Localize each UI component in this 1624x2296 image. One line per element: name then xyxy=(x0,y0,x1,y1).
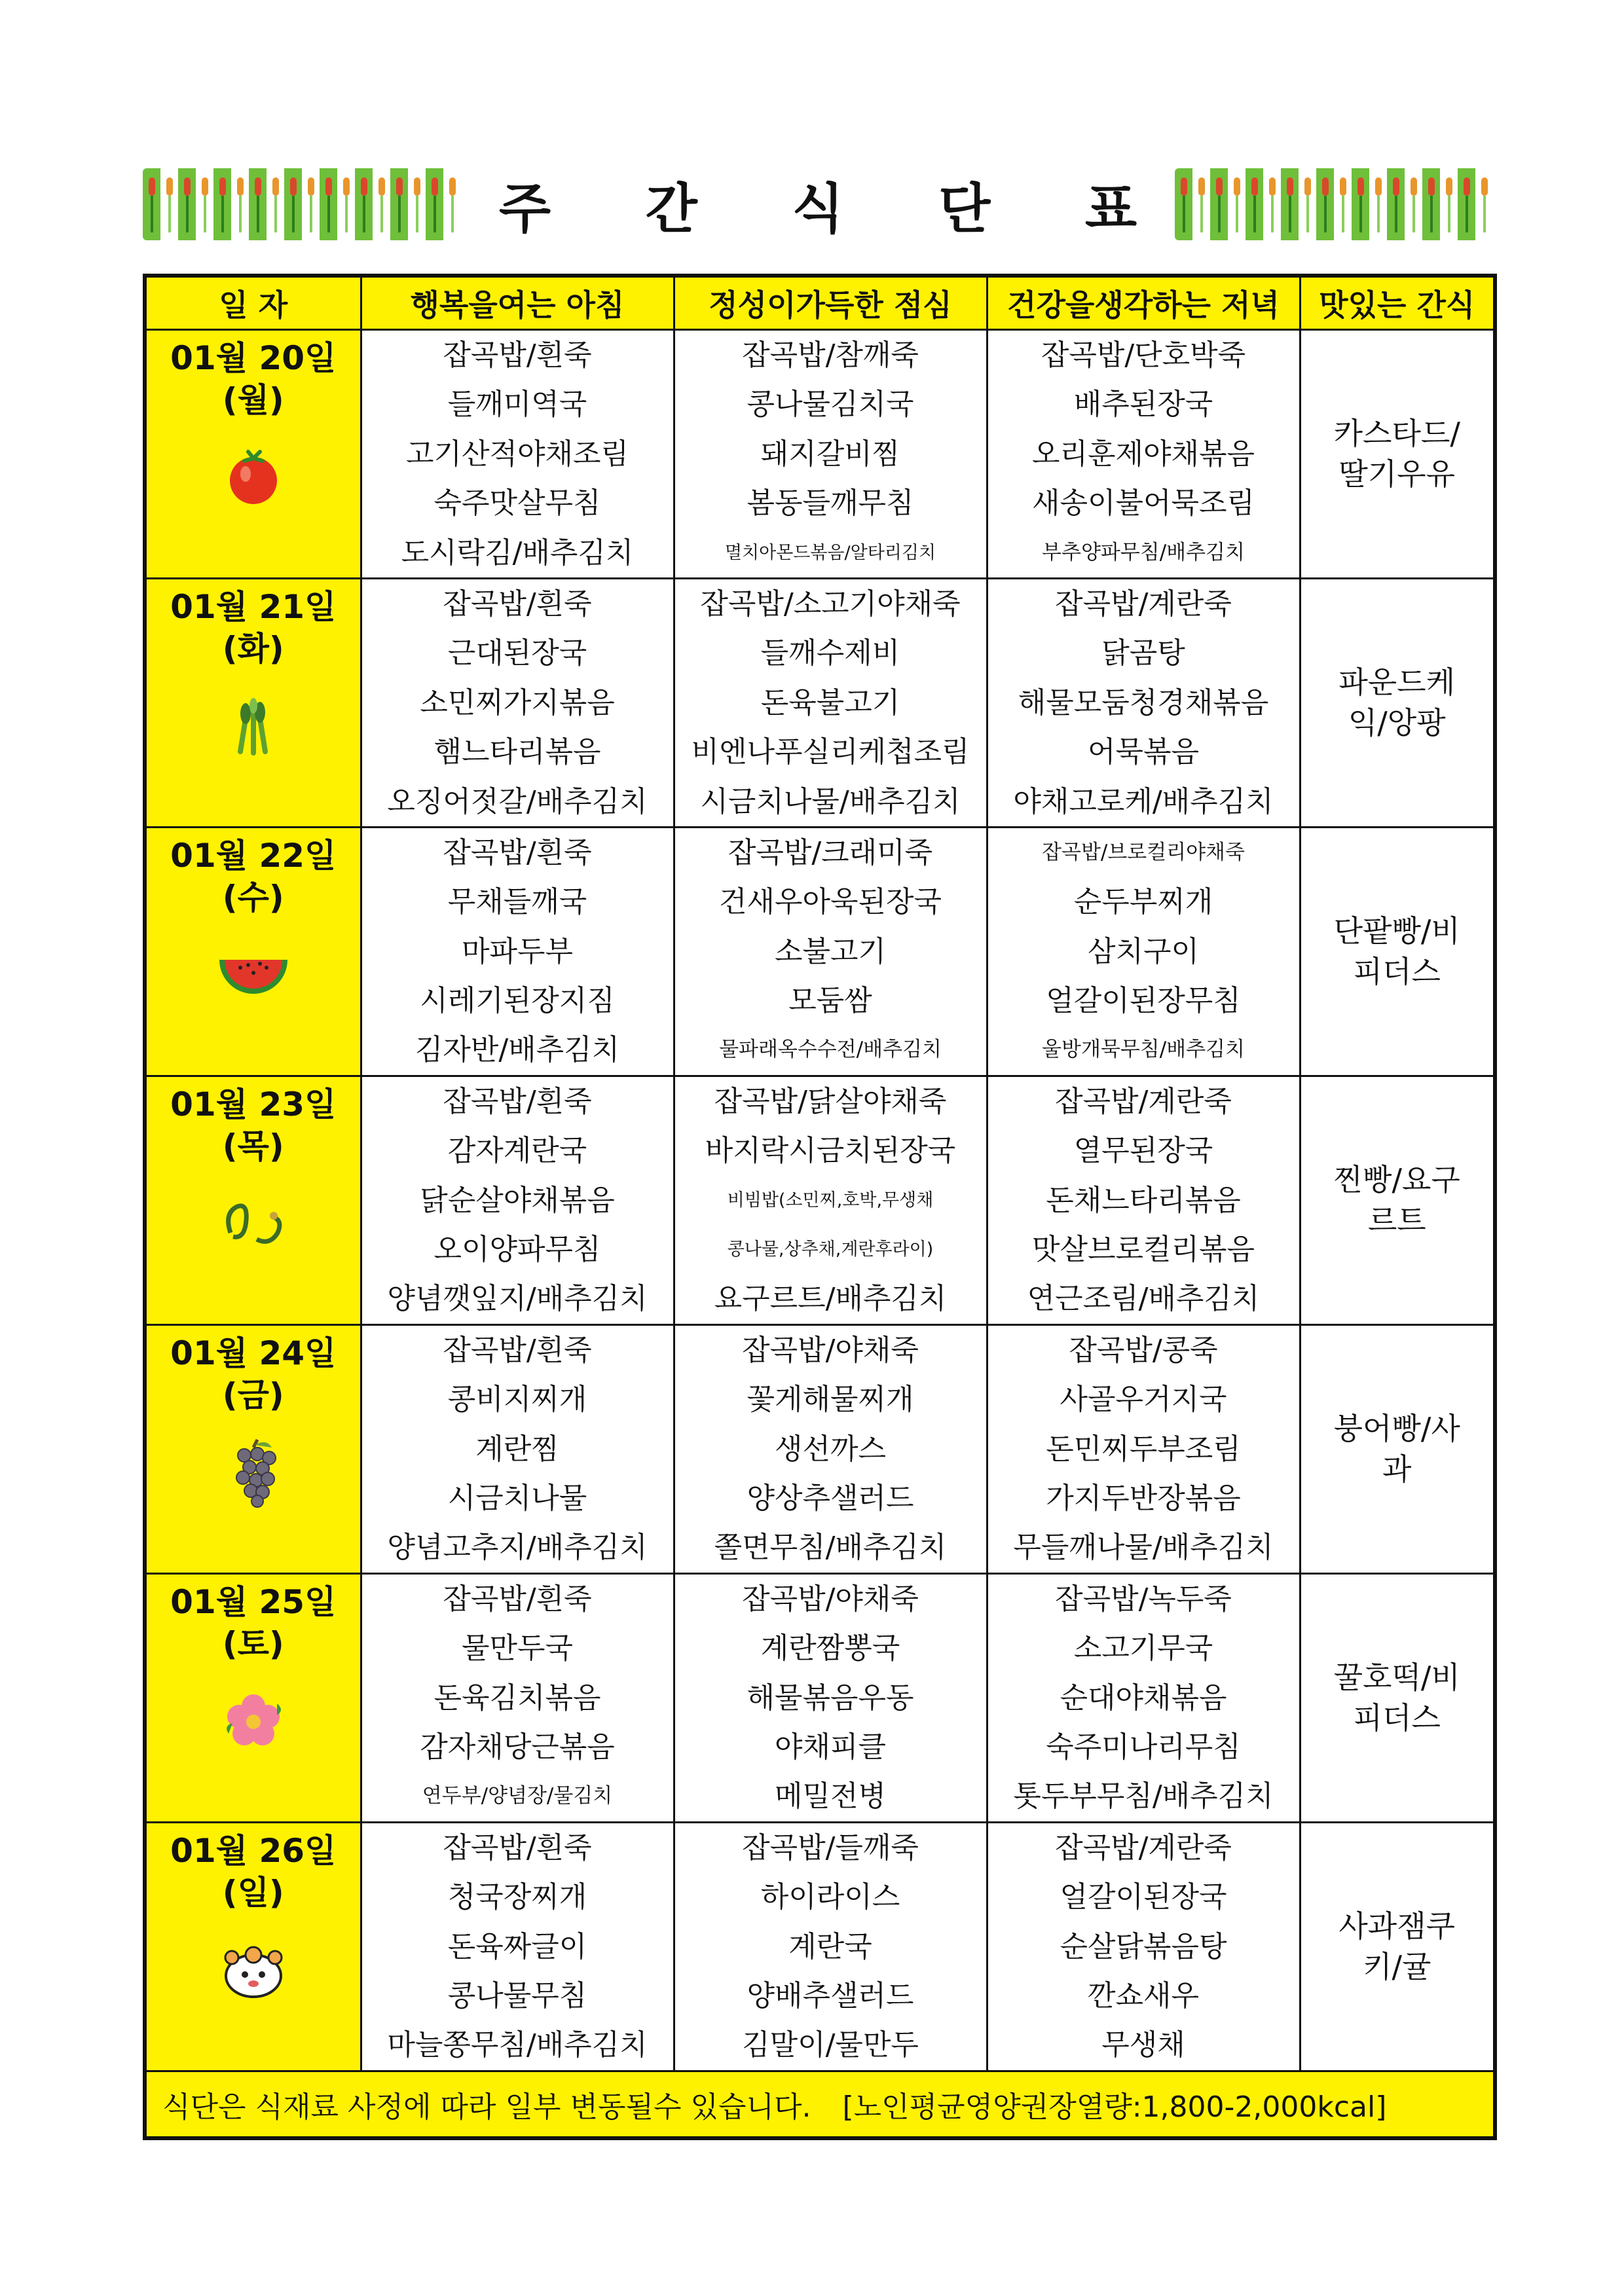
day-row xyxy=(145,1573,1495,1822)
dinner-cell xyxy=(987,1324,1300,1573)
lunch-item: 메밀전병 xyxy=(774,1779,886,1813)
dinner-item: 연근조림/배추김치 xyxy=(1027,1282,1260,1316)
pepper-icon xyxy=(147,1167,360,1279)
dinner-item: 삼치구이 xyxy=(1087,934,1199,968)
snack-text: 꿀호떡/비 xyxy=(1333,1660,1460,1696)
lunch-item: 잡곡밥/야채죽 xyxy=(742,1333,919,1367)
breakfast-cell xyxy=(361,330,674,579)
breakfast-item: 잡곡밥/흰죽 xyxy=(443,338,592,372)
breakfast-item: 들깨미역국 xyxy=(447,388,587,422)
breakfast-cell xyxy=(361,578,674,827)
footer-cell xyxy=(145,2071,1495,2138)
day-row xyxy=(145,827,1495,1076)
dinner-item: 잡곡밥/계란죽 xyxy=(1055,1084,1232,1118)
header-breakfast: 행복을여는 아침 xyxy=(361,276,674,330)
breakfast-item: 근대된장국 xyxy=(447,636,587,670)
dinner-item: 새송이불어묵조림 xyxy=(1031,486,1255,520)
breakfast-item: 연두부/양념장/물김치 xyxy=(422,1784,613,1808)
snack-cell xyxy=(1300,578,1495,827)
date-cell xyxy=(145,827,361,1076)
lunch-item: 해물볶음우동 xyxy=(747,1681,914,1715)
title-row xyxy=(143,165,1493,244)
snack-text: 딸기우유 xyxy=(1338,456,1456,492)
lunch-item: 멸치아몬드볶음/알타리김치 xyxy=(724,542,936,563)
snack-cell xyxy=(1300,1573,1495,1822)
breakfast-item: 고기산적야채조림 xyxy=(405,437,629,471)
weekday-label: (목) xyxy=(222,1127,284,1165)
footer-calorie: [노인평균영양권장열량:1,800-2,000kcal] xyxy=(842,2090,1387,2124)
lunch-cell xyxy=(674,1324,987,1573)
breakfast-item: 마늘쫑무침/배추김치 xyxy=(387,2028,648,2062)
snack-text: 단팥빵/비 xyxy=(1333,913,1460,949)
snack-cell xyxy=(1300,330,1495,579)
grapes-icon xyxy=(147,1416,360,1527)
dinner-cell xyxy=(987,578,1300,827)
breakfast-item: 돈육김치볶음 xyxy=(434,1681,601,1715)
dinner-item: 해물모둠청경채볶음 xyxy=(1018,685,1269,720)
tomato-icon xyxy=(147,421,360,532)
vegetable-icon xyxy=(147,670,360,781)
lunch-item: 계란국 xyxy=(788,1929,872,1963)
lunch-item: 계란짬뽕국 xyxy=(760,1631,900,1666)
date-cell xyxy=(145,1076,361,1324)
lunch-item: 건새우아욱된장국 xyxy=(718,885,942,919)
day-row xyxy=(145,1822,1495,2071)
dinner-item: 돈민찌두부조림 xyxy=(1046,1432,1241,1466)
snack-cell xyxy=(1300,1076,1495,1324)
dinner-item: 잡곡밥/단호박죽 xyxy=(1041,338,1246,372)
date-cell xyxy=(145,1324,361,1573)
dinner-item: 열무된장국 xyxy=(1073,1134,1213,1168)
breakfast-cell xyxy=(361,1324,674,1573)
date-cell xyxy=(145,1822,361,2071)
header-dinner: 건강을생각하는 저녁 xyxy=(987,276,1300,330)
footer-notice: 식단은 식재료 사정에 따라 일부 변동될수 있습니다. xyxy=(162,2090,811,2124)
dinner-cell xyxy=(987,330,1300,579)
snack-text: 파운드케 xyxy=(1338,665,1456,701)
lunch-item: 모둠쌈 xyxy=(788,984,872,1018)
dinner-item: 오리훈제야채볶음 xyxy=(1031,437,1255,471)
dinner-item: 잡곡밥/계란죽 xyxy=(1055,1831,1232,1865)
lunch-item: 양배추샐러드 xyxy=(747,1978,914,2013)
dinner-item: 배추된장국 xyxy=(1073,388,1213,422)
snack-text: 익/앙팡 xyxy=(1348,705,1446,741)
breakfast-item: 양념깻잎지/배추김치 xyxy=(387,1282,648,1316)
breakfast-item: 김자반/배추김치 xyxy=(415,1033,620,1067)
snack-cell xyxy=(1300,1822,1495,2071)
flower-icon xyxy=(147,1665,360,1776)
date-cell xyxy=(145,578,361,827)
date-cell xyxy=(145,330,361,579)
breakfast-item: 닭순살야채볶음 xyxy=(420,1183,615,1217)
dinner-item: 야채고로케/배추김치 xyxy=(1013,784,1274,818)
breakfast-item: 잡곡밥/흰죽 xyxy=(443,1333,592,1367)
breakfast-item: 감자채당근볶음 xyxy=(420,1730,615,1764)
dinner-cell xyxy=(987,1822,1300,2071)
breakfast-item: 숙주맛살무침 xyxy=(434,486,601,520)
header-row xyxy=(145,276,1495,330)
dinner-item: 순대야채볶음 xyxy=(1060,1681,1227,1715)
breakfast-item: 무채들깨국 xyxy=(447,885,587,919)
snack-text: 피더스 xyxy=(1353,1700,1441,1736)
breakfast-item: 오이양파무침 xyxy=(434,1233,601,1267)
dinner-item: 가지두반장볶음 xyxy=(1046,1481,1241,1515)
date-label: 01월 26일 xyxy=(170,1831,337,1870)
breakfast-item: 소민찌가지볶음 xyxy=(420,685,615,720)
breakfast-item: 물만두국 xyxy=(461,1631,573,1666)
weekday-label: (금) xyxy=(222,1376,284,1414)
breakfast-item: 양념고추지/배추김치 xyxy=(387,1531,648,1565)
snack-cell xyxy=(1300,827,1495,1076)
dinner-item: 소고기무국 xyxy=(1073,1631,1213,1666)
lunch-item: 들깨수제비 xyxy=(760,636,900,670)
lunch-item: 돼지갈비찜 xyxy=(760,437,900,471)
snack-text: 피더스 xyxy=(1353,954,1441,990)
dinner-item: 순살닭볶음탕 xyxy=(1060,1929,1227,1963)
breakfast-item: 잡곡밥/흰죽 xyxy=(443,1084,592,1118)
lunch-item: 하이라이스 xyxy=(760,1880,900,1914)
dinner-item: 잡곡밥/콩죽 xyxy=(1069,1333,1218,1367)
lunch-item: 야채피클 xyxy=(774,1730,886,1764)
lunch-item: 요구르트/배추김치 xyxy=(714,1282,947,1316)
lunch-item: 김말이/물만두 xyxy=(742,2028,919,2062)
breakfast-item: 콩나물무침 xyxy=(447,1978,587,2013)
breakfast-cell xyxy=(361,1573,674,1822)
lunch-item: 물파래옥수수전/배추김치 xyxy=(719,1038,942,1062)
lunch-cell xyxy=(674,1822,987,2071)
lunch-cell xyxy=(674,1573,987,1822)
lunch-item: 바지락시금치된장국 xyxy=(705,1134,956,1168)
breakfast-item: 잡곡밥/흰죽 xyxy=(443,835,592,869)
snack-text: 찐빵/요구 xyxy=(1333,1162,1460,1198)
dinner-item: 순두부찌개 xyxy=(1073,885,1213,919)
dinner-item: 얼갈이된장국 xyxy=(1060,1880,1227,1914)
snack-text: 르트 xyxy=(1367,1203,1426,1239)
lunch-item: 잡곡밥/들깨죽 xyxy=(742,1831,919,1865)
date-label: 01월 20일 xyxy=(170,339,337,377)
snack-cell xyxy=(1300,1324,1495,1573)
lunch-item: 콩나물,상추채,계란후라이) xyxy=(727,1239,934,1260)
dinner-item: 잡곡밥/브로컬리야채죽 xyxy=(1042,840,1245,864)
dinner-item: 울방개묵무침/배추김치 xyxy=(1042,1038,1245,1062)
dinner-item: 톳두부무침/배추김치 xyxy=(1013,1779,1274,1813)
breakfast-item: 감자계란국 xyxy=(447,1134,587,1168)
date-cell xyxy=(145,1573,361,1822)
lunch-item: 봄동들깨무침 xyxy=(747,486,914,520)
lunch-item: 꽃게해물찌개 xyxy=(747,1383,914,1417)
menu-body xyxy=(145,330,1495,2071)
dinner-item: 깐쇼새우 xyxy=(1087,1978,1199,2013)
date-label: 01월 22일 xyxy=(170,836,337,875)
lunch-item: 돈육불고기 xyxy=(760,685,900,720)
snack-text: 사과잼쿠 xyxy=(1338,1908,1456,1944)
lunch-item: 콩나물김치국 xyxy=(747,388,914,422)
day-row xyxy=(145,330,1495,579)
dinner-item: 무생채 xyxy=(1101,2028,1185,2062)
dinner-item: 사골우거지국 xyxy=(1060,1383,1227,1417)
lunch-item: 잡곡밥/닭살야채죽 xyxy=(714,1084,947,1118)
breakfast-cell xyxy=(361,1076,674,1324)
day-row xyxy=(145,578,1495,827)
header-snack: 맛있는 간식 xyxy=(1300,276,1495,330)
weekday-label: (월) xyxy=(222,381,284,419)
breakfast-item: 계란찜 xyxy=(475,1432,559,1466)
dinner-item: 어묵볶음 xyxy=(1087,735,1199,769)
dinner-item: 닭곰탕 xyxy=(1101,636,1185,670)
lunch-item: 시금치나물/배추김치 xyxy=(700,784,961,818)
dinner-item: 숙주미나리무침 xyxy=(1046,1730,1241,1764)
date-label: 01월 25일 xyxy=(170,1582,337,1621)
breakfast-item: 잡곡밥/흰죽 xyxy=(443,1582,592,1616)
lunch-item: 잡곡밥/소고기야채죽 xyxy=(700,587,961,621)
header-date: 일 자 xyxy=(145,276,361,330)
weekday-label: (수) xyxy=(222,878,284,917)
date-label: 01월 24일 xyxy=(170,1334,337,1372)
lunch-item: 잡곡밥/야채죽 xyxy=(742,1582,919,1616)
dinner-item: 부추양파무침/배추김치 xyxy=(1042,540,1245,564)
footer-row xyxy=(145,2071,1495,2138)
decorative-border-left xyxy=(143,168,461,240)
date-label: 01월 21일 xyxy=(170,587,337,626)
lunch-item: 잡곡밥/참깨죽 xyxy=(742,338,919,372)
weekly-menu-table xyxy=(143,274,1497,2140)
dinner-item: 돈채느타리볶음 xyxy=(1046,1183,1241,1217)
lunch-cell xyxy=(674,578,987,827)
snack-text: 붕어빵/사 xyxy=(1333,1411,1460,1447)
lunch-item: 쫄면무침/배추김치 xyxy=(714,1531,947,1565)
snack-text: 키/귤 xyxy=(1363,1949,1431,1985)
lunch-cell xyxy=(674,827,987,1076)
breakfast-item: 돈육짜글이 xyxy=(447,1929,587,1963)
breakfast-item: 오징어젓갈/배추김치 xyxy=(387,784,648,818)
header-lunch: 정성이가득한 점심 xyxy=(674,276,987,330)
decorative-border-right xyxy=(1175,168,1493,240)
lunch-item: 잡곡밥/크래미죽 xyxy=(728,835,933,869)
weekday-label: (화) xyxy=(222,629,284,668)
snack-text: 카스타드/ xyxy=(1333,416,1460,452)
lunch-cell xyxy=(674,330,987,579)
breakfast-item: 시금치나물 xyxy=(447,1481,587,1515)
lunch-item: 소불고기 xyxy=(774,934,886,968)
dinner-cell xyxy=(987,1076,1300,1324)
dinner-cell xyxy=(987,827,1300,1076)
weekday-label: (토) xyxy=(222,1624,284,1663)
dinner-item: 잡곡밥/녹두죽 xyxy=(1055,1582,1232,1616)
dinner-item: 얼갈이된장무침 xyxy=(1046,984,1241,1018)
dinner-item: 맛살브로컬리볶음 xyxy=(1031,1233,1255,1267)
breakfast-item: 도시락김/배추김치 xyxy=(401,536,634,570)
day-row xyxy=(145,1076,1495,1324)
breakfast-item: 시레기된장지짐 xyxy=(420,984,615,1018)
dinner-item: 잡곡밥/계란죽 xyxy=(1055,587,1232,621)
hamster-icon xyxy=(147,1914,360,2025)
weekday-label: (일) xyxy=(222,1873,284,1912)
breakfast-cell xyxy=(361,1822,674,2071)
lunch-item: 비빔밥(소민찌,호박,무생채 xyxy=(727,1190,934,1211)
lunch-item: 생선까스 xyxy=(774,1432,886,1466)
lunch-cell xyxy=(674,1076,987,1324)
date-label: 01월 23일 xyxy=(170,1085,337,1123)
day-row xyxy=(145,1324,1495,1573)
breakfast-item: 마파두부 xyxy=(461,934,573,968)
breakfast-item: 콩비지찌개 xyxy=(447,1383,587,1417)
watermelon-icon xyxy=(147,919,360,1030)
breakfast-cell xyxy=(361,827,674,1076)
snack-text: 과 xyxy=(1382,1451,1412,1487)
lunch-item: 양상추샐러드 xyxy=(747,1481,914,1515)
breakfast-item: 햄느타리볶음 xyxy=(434,735,601,769)
dinner-item: 무들깨나물/배추김치 xyxy=(1013,1531,1274,1565)
lunch-item: 비엔나푸실리케첩조림 xyxy=(691,735,970,769)
dinner-cell xyxy=(987,1573,1300,1822)
page-title: 주 간 식 단 표 xyxy=(498,177,1175,240)
breakfast-item: 잡곡밥/흰죽 xyxy=(443,1831,592,1865)
breakfast-item: 청국장찌개 xyxy=(447,1880,587,1914)
breakfast-item: 잡곡밥/흰죽 xyxy=(443,587,592,621)
